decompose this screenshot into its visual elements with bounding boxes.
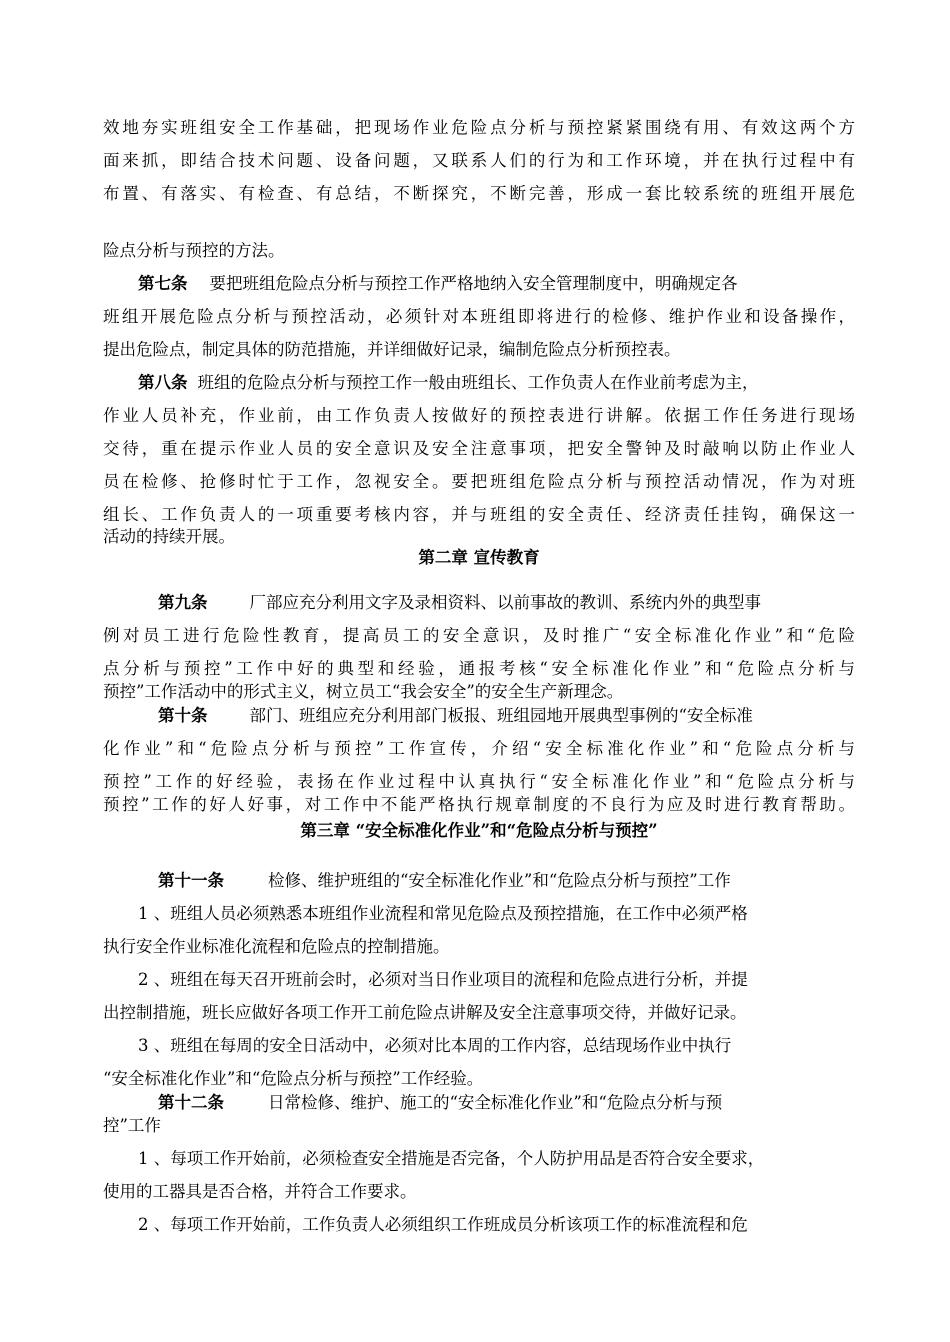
article-8-first-line: [138, 373, 855, 393]
chapter-2-title: 第二章 宣传教育: [418, 548, 540, 567]
paragraph-line: 活动的持续开展。: [103, 527, 235, 546]
article-10-first-line: [158, 706, 855, 726]
article-12-first-line: [158, 1093, 855, 1113]
article-label: 第十二条: [158, 1093, 224, 1112]
paragraph-line: 预控”工作的好经验，表扬在作业过程中认真执行“安全标准化作业”和“危险点分析与: [103, 772, 855, 791]
article-label: 第九条: [158, 593, 208, 612]
article-text: 要把班组危险点分析与预控工作严格地纳入安全管理制度中，明确规定各: [209, 274, 738, 293]
paragraph-line: 预控”工作的好人好事，对工作中不能严格执行规章制度的不良行为应及时进行教育帮助。: [103, 795, 855, 814]
article-text: 班组的危险点分析与预控工作一般由班组长、工作负责人在作业前考虑为主，: [197, 373, 759, 392]
article-11-first-line: [158, 871, 855, 891]
paragraph-line: 面来抓，即结合技术问题、设备问题，又联系人们的行为和工作环境，并在执行过程中有: [103, 151, 855, 170]
paragraph-line: 作业人员补充，作业前，由工作负责人按做好的预控表进行讲解。依据工作任务进行现场: [103, 406, 855, 425]
article-label: 第十一条: [158, 871, 224, 890]
article-label: 第十条: [158, 706, 208, 725]
list-item-line: 3 、班组在每周的安全日活动中，必须对比本周的工作内容，总结现场作业中执行: [138, 1036, 732, 1055]
paragraph-line: 员在检修、抢修时忙于工作，忽视安全。要把班组危险点分析与预控活动情况，作为对班: [103, 472, 855, 491]
paragraph-line: 布置、有落实、有检查、有总结，不断探究，不断完善，形成一套比较系统的班组开展危: [103, 184, 855, 203]
article-label: 第七条: [138, 274, 188, 293]
list-item-line: 1 、班组人员必须熟悉本班组作业流程和常见危险点及预控措施，在工作中必须严格: [138, 904, 748, 923]
list-item-line: “安全标准化作业”和“危险点分析与预控”工作经验。: [103, 1069, 484, 1088]
list-item-line: 出控制措施，班长应做好各项工作开工前危险点讲解及安全注意事项交待，并做好记录。: [103, 1003, 747, 1022]
list-item-line: 2 、每项工作开始前，工作负责人必须组织工作班成员分析该项工作的标准流程和危: [138, 1215, 748, 1234]
paragraph-line: 化作业”和“危险点分析与预控”工作宣传，介绍“安全标准化作业”和“危险点分析与: [103, 739, 855, 758]
paragraph-line: 险点分析与预控的方法。: [103, 241, 285, 260]
paragraph-line: 例对员工进行危险性教育，提高员工的安全意识，及时推广“安全标准化作业”和“危险: [103, 626, 855, 645]
list-item-line: 使用的工器具是否合格，并符合工作要求。: [103, 1182, 417, 1201]
paragraph-line: 点分析与预控”工作中好的典型和经验，通报考核“安全标准化作业”和“危险点分析与: [103, 659, 855, 678]
list-item-line: 1 、每项工作开始前，必须检查安全措施是否完备，个人防护用品是否符合安全要求，: [138, 1149, 765, 1168]
paragraph-line: 班组开展危险点分析与预控活动，必须针对本班组即将进行的检修、维护作业和设备操作，: [103, 307, 855, 326]
list-item-line: 2 、班组在每天召开班前会时，必须对当日作业项目的流程和危险点进行分析，并提: [138, 970, 748, 989]
paragraph-line: 效地夯实班组安全工作基础，把现场作业危险点分析与预控紧紧围绕有用、有效这两个方: [103, 118, 855, 137]
article-text: 部门、班组应充分利用部门板报、班组园地开展典型事例的“安全标准: [249, 706, 753, 725]
paragraph-line: 提出危险点，制定具体的防范措施，并详细做好记录，编制危险点分析预控表。: [103, 340, 681, 359]
list-item-line: 执行安全作业标准化流程和危险点的控制措施。: [103, 937, 450, 956]
article-label: 第八条: [138, 373, 188, 392]
paragraph-line: 预控”工作活动中的形式主义，树立员工“我会安全”的安全生产新理念。: [103, 682, 624, 701]
paragraph-line: 控”工作: [103, 1116, 161, 1135]
article-text: 日常检修、维护、施工的“安全标准化作业”和“危险点分析与预: [268, 1093, 723, 1112]
article-9-first-line: [158, 593, 855, 613]
paragraph-line: 组长、工作负责人的一项重要考核内容，并与班组的安全责任、经济责任挂钩，确保这一: [103, 505, 855, 524]
article-7-first-line: [138, 274, 855, 294]
article-text: 厂部应充分利用文字及录相资料、以前事故的教训、系统内外的典型事: [249, 593, 761, 612]
paragraph-line: 交待，重在提示作业人员的安全意识及安全注意事项，把安全警钟及时敲响以防止作业人: [103, 439, 855, 458]
chapter-3-title: 第三章 “安全标准化作业”和“危险点分析与预控”: [300, 821, 658, 840]
article-text: 检修、维护班组的“安全标准化作业”和“危险点分析与预控”工作: [268, 871, 731, 890]
